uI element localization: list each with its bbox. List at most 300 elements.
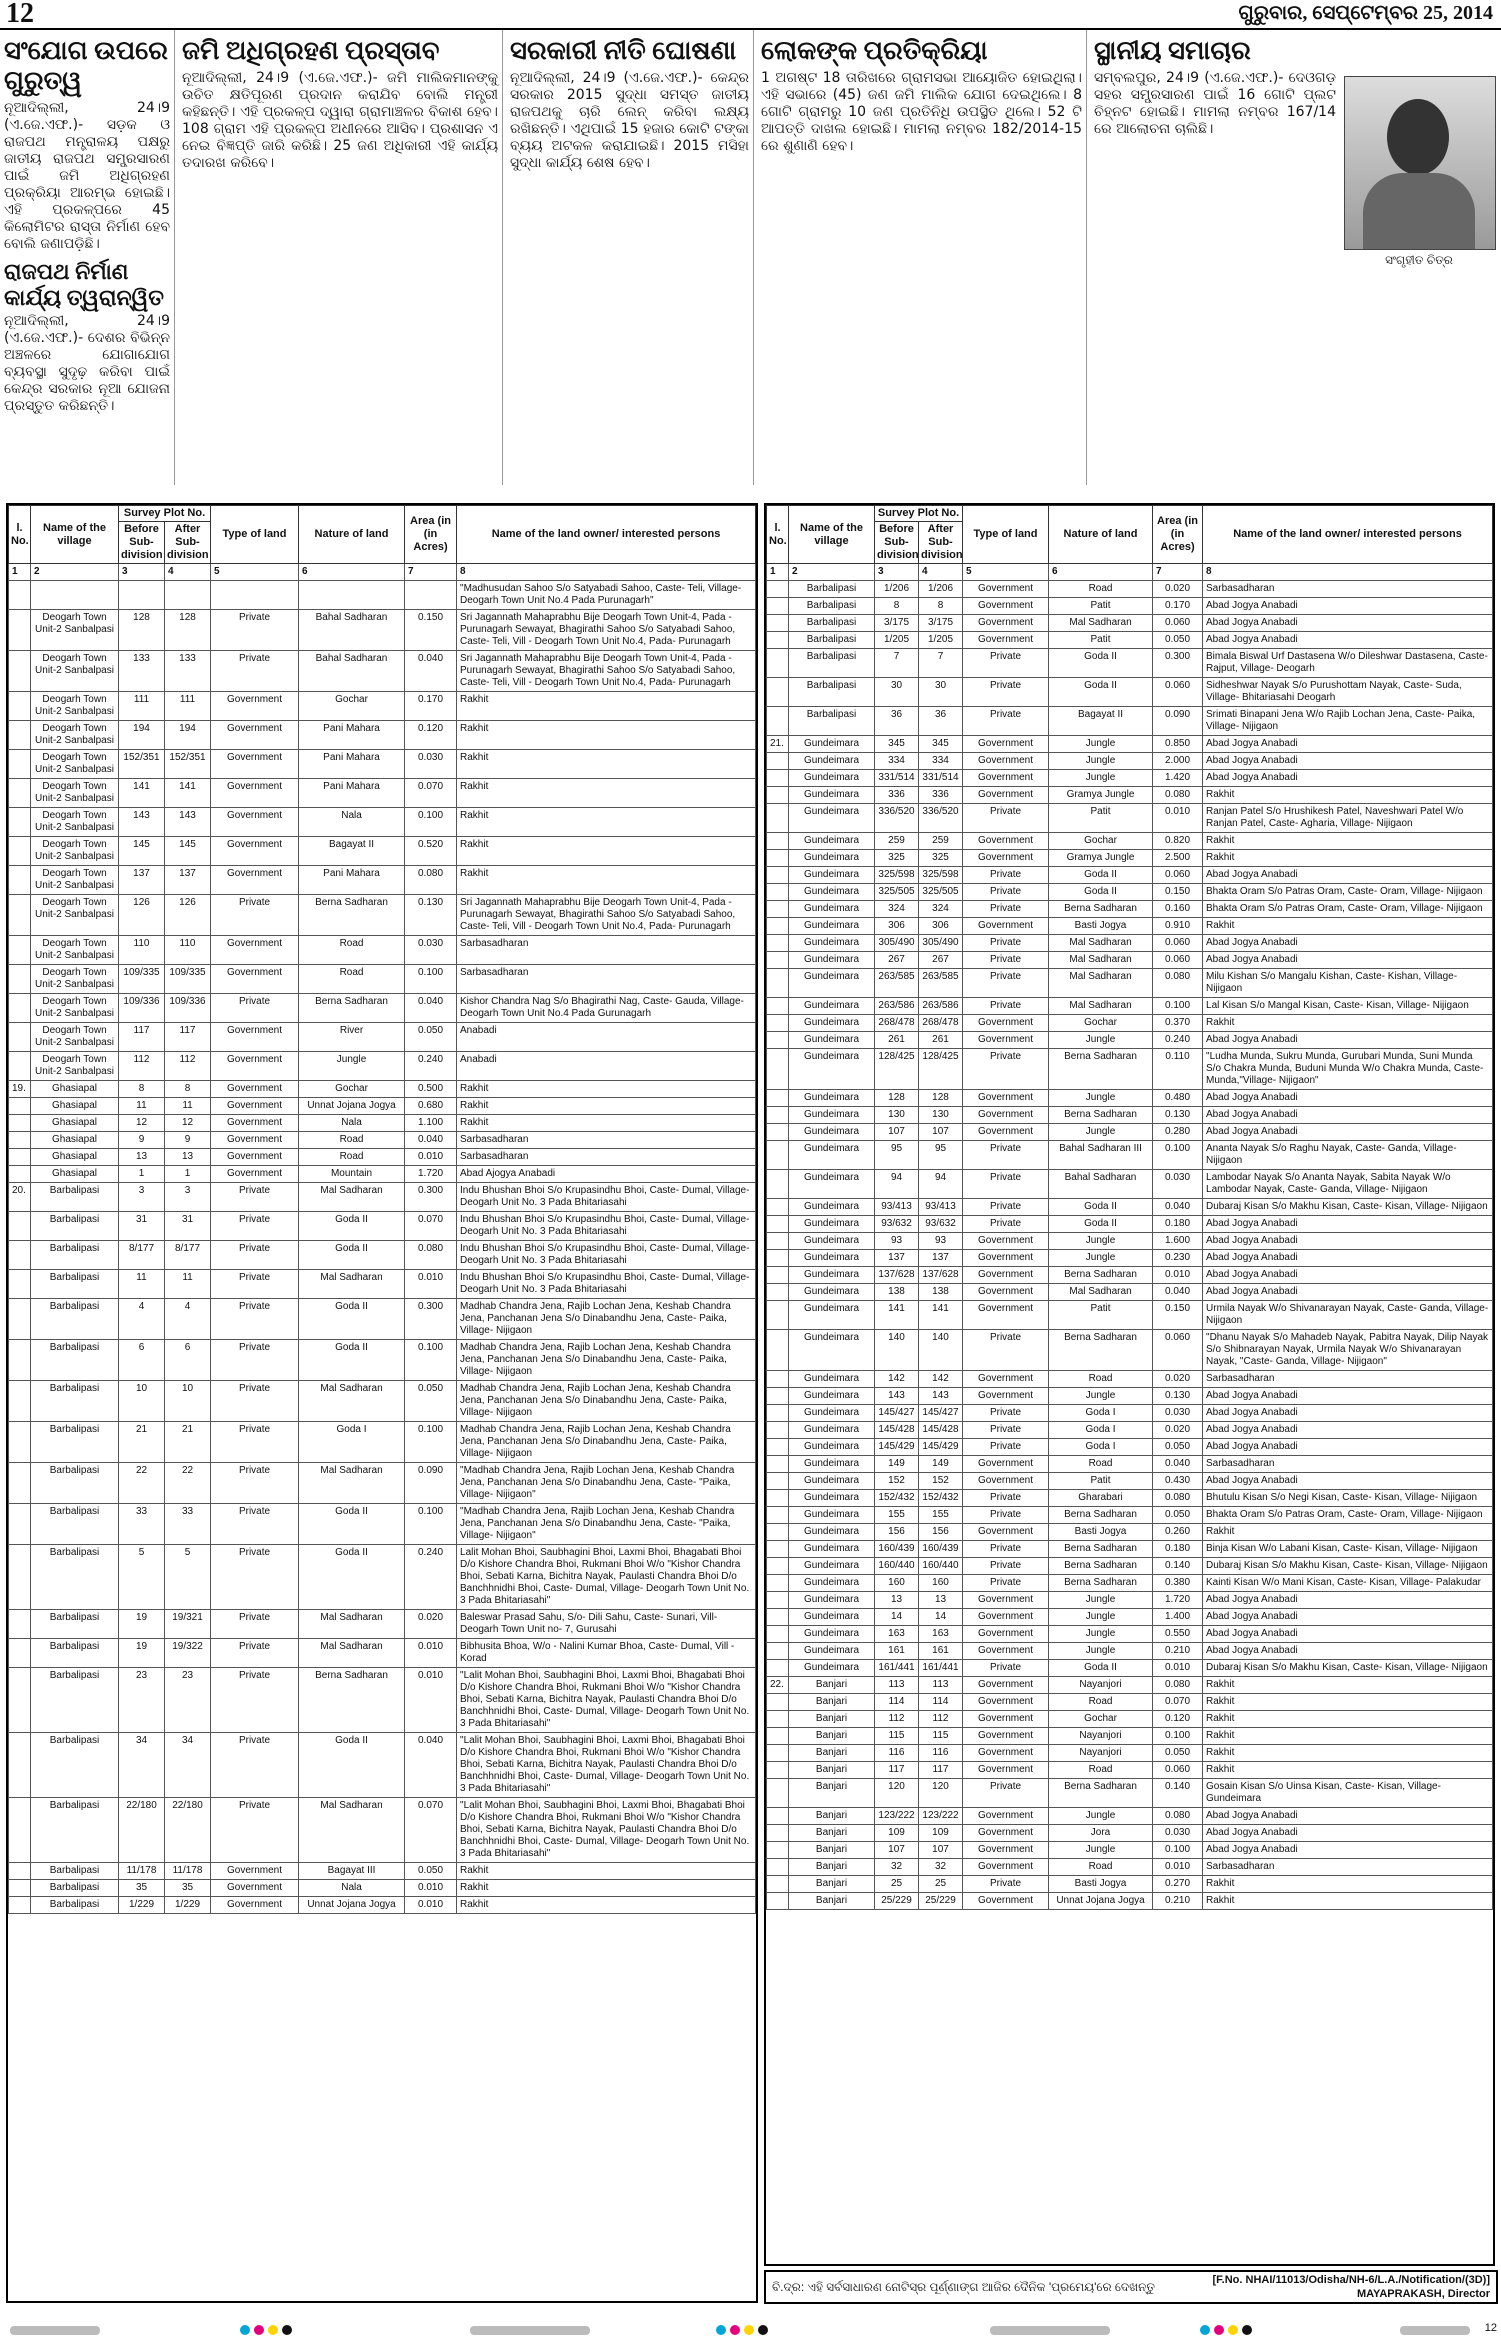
cell-plot-after: 155: [919, 1507, 963, 1524]
cell-sl: [9, 1639, 31, 1668]
cell-area: 0.300: [1153, 649, 1203, 678]
yellow-dot: [1228, 2325, 1238, 2335]
cell-owner: Madhab Chandra Jena, Rajib Lochan Jena, Keshab Chandra Jena, Panchanan Jena S/o Dinabandhu Jena, Caste- Paika, Village- Nijigaon: [457, 1422, 756, 1463]
cell-plot-after: 95: [919, 1141, 963, 1170]
cell-plot-before: 155: [875, 1507, 919, 1524]
cell-sl: [9, 1052, 31, 1081]
cell-type: Private: [963, 1490, 1049, 1507]
cell-area: 0.070: [405, 1798, 457, 1863]
table-row: [9, 1504, 756, 1545]
article-4: [757, 30, 1087, 485]
cell-village: Gundeimara: [789, 1284, 875, 1301]
cell-village: Barbalipasi: [31, 1340, 119, 1381]
cell-type: Private: [963, 998, 1049, 1015]
cell-plot-after: 128/425: [919, 1049, 963, 1090]
cell-village: Deogarh Town Unit-2 Sanbalpasi: [31, 651, 119, 692]
cell-nature: Goda I: [1049, 1439, 1153, 1456]
cell-nature: Goda II: [1049, 867, 1153, 884]
cell-plot-after: 32: [919, 1859, 963, 1876]
cell-nature: Patit: [1049, 1473, 1153, 1490]
cell-plot-after: 22/180: [165, 1798, 211, 1863]
cell-village: Gundeimara: [789, 1592, 875, 1609]
cell-village: Gundeimara: [789, 1090, 875, 1107]
cell-village: Gundeimara: [789, 1643, 875, 1660]
cell-area: 1.720: [1153, 1592, 1203, 1609]
cell-nature: Jungle: [299, 1052, 405, 1081]
cell-plot-before: 3: [119, 1183, 165, 1212]
cell-nature: Gramya Jungle: [1049, 787, 1153, 804]
cell-type: Private: [211, 1422, 299, 1463]
cell-nature: Nayanjori: [1049, 1745, 1153, 1762]
cell-type: Private: [963, 884, 1049, 901]
table-row: [767, 678, 1493, 707]
table-row: [9, 808, 756, 837]
cell-area: 0.550: [1153, 1626, 1203, 1643]
article-body: ନୂଆଦିଲ୍ଲୀ, 24।9 (ଏ.ଜେ.ଏଫ.)- କେନ୍ଦ୍ର ସରକାର 2015 ସୁଦ୍ଧା ସମସ୍ତ ଜାତୀୟ ରାଜପଥକୁ ଚାରି ଲେନ୍ କରିବା ଲକ୍ଷ୍ୟ ରଖିଛନ୍ତି। ଏଥିପାଇଁ 15 ହଜାର କୋଟି ଟଙ୍କା ବ୍ୟୟ ଅଟକଳ କରାଯାଇଛି। 2015 ମସିହା ସୁଦ୍ଧା କାର୍ଯ୍ୟ ଶେଷ ହେବ।: [510, 70, 749, 171]
col-type: Type of land: [211, 506, 299, 564]
cell-plot-after: 140: [919, 1330, 963, 1371]
cell-type: Government: [963, 1015, 1049, 1032]
cell-area: 0.020: [1153, 581, 1203, 598]
article-2: [178, 30, 503, 485]
cell-sl: [767, 804, 789, 833]
cell-nature: Road: [299, 936, 405, 965]
cell-village: Gundeimara: [789, 804, 875, 833]
cell-plot-before: 1/205: [875, 632, 919, 649]
cell-area: 0.050: [405, 1381, 457, 1422]
cell-area: 0.120: [405, 721, 457, 750]
cell-area: 0.020: [1153, 1371, 1203, 1388]
table-row: [9, 1463, 756, 1504]
table-row: [9, 721, 756, 750]
table-row: [767, 1728, 1493, 1745]
cell-owner: Sidheshwar Nayak S/o Purushottam Nayak, Caste- Suda, Village- Bhitariasahi Deogarh: [1203, 678, 1493, 707]
magenta-dot: [1214, 2325, 1224, 2335]
cell-type: Government: [963, 581, 1049, 598]
cell-area: 0.170: [405, 692, 457, 721]
table-row: [9, 1212, 756, 1241]
cell-area: 0.100: [1153, 1141, 1203, 1170]
table-row: [767, 1284, 1493, 1301]
cell-type: Government: [963, 1524, 1049, 1541]
cell-plot-before: 94: [875, 1170, 919, 1199]
cell-plot-before: 13: [119, 1149, 165, 1166]
table-row: [9, 750, 756, 779]
table-row: [767, 850, 1493, 867]
cell-nature: Mal Sadharan: [299, 1798, 405, 1863]
cell-owner: Indu Bhushan Bhoi S/o Krupasindhu Bhoi, Caste- Dumal, Village- Deogarh Unit No. 3 Pada Bhitariasahi: [457, 1183, 756, 1212]
cell-type: Government: [963, 850, 1049, 867]
table-row: [9, 1241, 756, 1270]
cell-owner: Binja Kisan W/o Labani Kisan, Caste- Kisan, Village- Nijigaon: [1203, 1541, 1493, 1558]
cell-sl: [9, 895, 31, 936]
cell-village: Deogarh Town Unit-2 Sanbalpasi: [31, 750, 119, 779]
cell-nature: Road: [299, 965, 405, 994]
cell-type: Private: [963, 952, 1049, 969]
table-row: [767, 1541, 1493, 1558]
cell-plot-after: 115: [919, 1728, 963, 1745]
cell-owner: Sarbasadharan: [457, 965, 756, 994]
table-row: [9, 779, 756, 808]
table-row: [767, 1141, 1493, 1170]
cell-area: 1.600: [1153, 1233, 1203, 1250]
cell-sl: [767, 884, 789, 901]
cell-area: 0.010: [405, 1270, 457, 1299]
cell-owner: Abad Jogya Anabadi: [1203, 935, 1493, 952]
cell-owner: Rakhit: [457, 750, 756, 779]
col-before: Before Sub-division: [875, 522, 919, 564]
cell-area: 0.050: [1153, 1507, 1203, 1524]
cell-area: 0.110: [1153, 1049, 1203, 1090]
cell-plot-after: 93: [919, 1233, 963, 1250]
cell-plot-before: 19: [119, 1610, 165, 1639]
cell-nature: Goda II: [1049, 1199, 1153, 1216]
cell-nature: Gochar: [1049, 1711, 1153, 1728]
cell-village: Gundeimara: [789, 1660, 875, 1677]
footer-note-text: ବି.ଦ୍ର: ଏହି ସର୍ବସାଧାରଣ ନୋଟିସ୍‌ର ପୂର୍ଣ୍ଣାଙ୍ଗ ଆଜିର ଦୈନିକ 'ପ୍ରମେୟ'ରେ ଦେଖନ୍ତୁ: [772, 2280, 1155, 2294]
cell-owner: Rakhit: [1203, 918, 1493, 935]
portrait-photo: [1344, 76, 1496, 250]
cell-sl: [767, 1893, 789, 1910]
cell-village: Barbalipasi: [31, 1639, 119, 1668]
cell-plot-before: 128: [119, 610, 165, 651]
cell-sl: [767, 1301, 789, 1330]
cell-owner: Rakhit: [457, 808, 756, 837]
cell-sl: [767, 1405, 789, 1422]
cell-area: 0.010: [1153, 804, 1203, 833]
cell-village: Gundeimara: [789, 1507, 875, 1524]
cell-sl: [9, 1212, 31, 1241]
cell-village: [31, 581, 119, 610]
cell-area: 0.380: [1153, 1575, 1203, 1592]
cell-sl: [9, 1880, 31, 1897]
cell-plot-after: 13: [165, 1149, 211, 1166]
cell-nature: Nala: [299, 1880, 405, 1897]
cell-type: Private: [963, 1141, 1049, 1170]
cell-type: Government: [963, 1859, 1049, 1876]
article-subtitle: ରାଜପଥ ନିର୍ମାଣ କାର୍ଯ୍ୟ ତ୍ୱରାନ୍ୱିତ: [4, 259, 164, 310]
cell-owner: Madhab Chandra Jena, Rajib Lochan Jena, Keshab Chandra Jena, Panchanan Jena S/o Dinabandhu Jena, Caste- Paika, Village- Nijigaon: [457, 1340, 756, 1381]
cell-owner: Sarbasadharan: [1203, 1371, 1493, 1388]
cell-type: Government: [211, 721, 299, 750]
cell-plot-after: 324: [919, 901, 963, 918]
cell-type: Private: [963, 1199, 1049, 1216]
cell-type: Private: [963, 1439, 1049, 1456]
cell-village: Gundeimara: [789, 1439, 875, 1456]
cell-sl: [767, 1267, 789, 1284]
cell-area: 0.040: [405, 1733, 457, 1798]
table-body: [767, 581, 1493, 1910]
cell-owner: Kainti Kisan W/o Mani Kisan, Caste- Kisan, Village- Palakudar: [1203, 1575, 1493, 1592]
cell-village: Gundeimara: [789, 1541, 875, 1558]
cell-village: Banjari: [789, 1745, 875, 1762]
cell-area: 0.010: [405, 1668, 457, 1733]
table-row: [767, 1745, 1493, 1762]
cell-area: 0.130: [1153, 1107, 1203, 1124]
cell-plot-after: 23: [165, 1668, 211, 1733]
cell-plot-before: 31: [119, 1212, 165, 1241]
cell-owner: Urmila Nayak W/o Shivanarayan Nayak, Caste- Ganda, Village- Nijigaon: [1203, 1301, 1493, 1330]
cell-sl: [767, 1216, 789, 1233]
col-village: Name of the village: [789, 506, 875, 564]
cell-area: 0.130: [405, 895, 457, 936]
cell-plot-after: [165, 581, 211, 610]
photo-torso: [1363, 173, 1475, 249]
cell-plot-before: 109/336: [119, 994, 165, 1023]
cell-area: 0.910: [1153, 918, 1203, 935]
cell-owner: Abad Jogya Anabadi: [1203, 1107, 1493, 1124]
cell-type: Government: [963, 1267, 1049, 1284]
article-title: ସ୍ଥାନୀୟ ସମାଚାର: [1094, 36, 1251, 65]
cell-area: 0.100: [405, 808, 457, 837]
cell-village: Gundeimara: [789, 1473, 875, 1490]
cell-plot-after: 117: [165, 1023, 211, 1052]
cell-type: Private: [963, 1330, 1049, 1371]
table-row: [767, 736, 1493, 753]
cell-area: 0.030: [1153, 1825, 1203, 1842]
magenta-dot: [730, 2325, 740, 2335]
cell-plot-after: 141: [165, 779, 211, 808]
cell-type: Private: [963, 1170, 1049, 1199]
page-number: 12: [6, 0, 34, 29]
cell-nature: Berna Sadharan: [1049, 1558, 1153, 1575]
cell-nature: Bagayat II: [1049, 707, 1153, 736]
cell-plot-after: 25/229: [919, 1893, 963, 1910]
cell-area: 0.300: [405, 1299, 457, 1340]
article-1: [0, 30, 175, 485]
cell-village: Banjari: [789, 1728, 875, 1745]
cell-plot-before: 23: [119, 1668, 165, 1733]
cell-area: 1.100: [405, 1115, 457, 1132]
cell-nature: Goda II: [1049, 1660, 1153, 1677]
cell-plot-before: 145: [119, 837, 165, 866]
cell-nature: Gramya Jungle: [1049, 850, 1153, 867]
cell-area: 0.030: [405, 750, 457, 779]
col-after: After Sub-division: [165, 522, 211, 564]
cell-area: 0.010: [405, 1897, 457, 1914]
cell-sl: [767, 1049, 789, 1090]
cell-plot-after: 305/490: [919, 935, 963, 952]
cell-plot-after: 114: [919, 1694, 963, 1711]
cell-owner: "Madhab Chandra Jena, Rajib Lochan Jena, Keshab Chandra Jena, Panchanan Jena S/o Dinabandhu Jena, Caste- "Paika, Village- Nijigaon": [457, 1463, 756, 1504]
cell-type: Government: [963, 1233, 1049, 1250]
cell-village: Deogarh Town Unit-2 Sanbalpasi: [31, 895, 119, 936]
cell-plot-before: 324: [875, 901, 919, 918]
cell-plot-before: 112: [119, 1052, 165, 1081]
cell-village: Gundeimara: [789, 1015, 875, 1032]
cyan-dot: [240, 2325, 250, 2335]
cell-type: Government: [211, 1880, 299, 1897]
cell-type: Government: [963, 1250, 1049, 1267]
cell-sl: [767, 1330, 789, 1371]
cell-type: Government: [211, 779, 299, 808]
cell-area: 0.500: [405, 1081, 457, 1098]
cell-plot-before: 152: [875, 1473, 919, 1490]
cell-type: Government: [211, 1132, 299, 1149]
cell-plot-after: 14: [919, 1609, 963, 1626]
col-number: 5: [211, 564, 299, 581]
cell-area: 0.100: [405, 1340, 457, 1381]
cell-village: Gundeimara: [789, 1609, 875, 1626]
cell-sl: [9, 808, 31, 837]
col-owner: Name of the land owner/ interested persons: [457, 506, 756, 564]
table-row: [767, 901, 1493, 918]
cell-nature: Goda II: [1049, 884, 1153, 901]
cell-plot-after: 110: [165, 936, 211, 965]
cell-sl: [9, 1241, 31, 1270]
cell-sl: [9, 1863, 31, 1880]
cell-plot-before: 22/180: [119, 1798, 165, 1863]
table-row: [9, 837, 756, 866]
cell-village: Banjari: [789, 1677, 875, 1694]
cell-type: Private: [963, 707, 1049, 736]
cell-plot-after: 145: [165, 837, 211, 866]
cell-village: Deogarh Town Unit-2 Sanbalpasi: [31, 610, 119, 651]
cell-type: Government: [963, 1592, 1049, 1609]
cell-owner: Rakhit: [457, 1897, 756, 1914]
cell-owner: Baleswar Prasad Sahu, S/o- Dili Sahu, Caste- Sunari, Vill- Deogarh Town Unit no- 7, Gurusahi: [457, 1610, 756, 1639]
cell-type: Government: [963, 1762, 1049, 1779]
cell-owner: Abad Jogya Anabadi: [1203, 1216, 1493, 1233]
cell-village: Deogarh Town Unit-2 Sanbalpasi: [31, 994, 119, 1023]
cell-sl: [767, 1170, 789, 1199]
col-number: 5: [963, 564, 1049, 581]
table-row: [767, 770, 1493, 787]
cell-type: Government: [963, 1388, 1049, 1405]
cell-owner: Abad Jogya Anabadi: [1203, 1842, 1493, 1859]
cell-type: Government: [211, 1115, 299, 1132]
cell-sl: [767, 1745, 789, 1762]
table-row: [9, 1149, 756, 1166]
cell-area: 0.100: [405, 965, 457, 994]
cell-sl: [767, 1808, 789, 1825]
cell-type: Government: [963, 1456, 1049, 1473]
table-row: [767, 1388, 1493, 1405]
cell-owner: Abad Jogya Anabadi: [1203, 1473, 1493, 1490]
cell-plot-before: 331/514: [875, 770, 919, 787]
cell-nature: Goda II: [299, 1212, 405, 1241]
table-row: [9, 1381, 756, 1422]
cell-plot-after: 12: [165, 1115, 211, 1132]
col-area: Area (in (in Acres): [1153, 506, 1203, 564]
cell-village: Barbalipasi: [31, 1610, 119, 1639]
cell-owner: Abad Jogya Anabadi: [1203, 1388, 1493, 1405]
cell-plot-after: 120: [919, 1779, 963, 1808]
cell-plot-before: 161/441: [875, 1660, 919, 1677]
cell-plot-after: 11/178: [165, 1863, 211, 1880]
cell-type: Government: [211, 692, 299, 721]
cell-plot-after: 137/628: [919, 1267, 963, 1284]
cell-sl: [767, 867, 789, 884]
cell-owner: Abad Jogya Anabadi: [1203, 1626, 1493, 1643]
cell-sl: [767, 770, 789, 787]
cell-plot-before: 110: [119, 936, 165, 965]
cell-area: 0.050: [1153, 1745, 1203, 1762]
table-row: [767, 1592, 1493, 1609]
cell-plot-before: 137: [875, 1250, 919, 1267]
table-row: [767, 598, 1493, 615]
cell-type: Private: [211, 1299, 299, 1340]
cell-owner: "Dhanu Nayak S/o Mahadeb Nayak, Pabitra Nayak, Dilip Nayak S/o Shibnarayan Nayak, Urmila Nayak W/o Shivanarayan Nayak, "Caste- Ganda, Village- Nijigaon": [1203, 1330, 1493, 1371]
cell-type: Government: [963, 1473, 1049, 1490]
cell-plot-after: 325/505: [919, 884, 963, 901]
table-row: [767, 1677, 1493, 1694]
cell-owner: Abad Jogya Anabadi: [1203, 1267, 1493, 1284]
cell-plot-before: 93: [875, 1233, 919, 1250]
cell-plot-before: 9: [119, 1132, 165, 1149]
cell-plot-after: 345: [919, 736, 963, 753]
cell-plot-after: 137: [919, 1250, 963, 1267]
cell-plot-before: 116: [875, 1745, 919, 1762]
cell-nature: Basti Jogya: [1049, 1524, 1153, 1541]
cell-plot-after: 35: [165, 1880, 211, 1897]
table-row: [767, 935, 1493, 952]
cell-plot-after: 1/229: [165, 1897, 211, 1914]
table-row: [9, 1183, 756, 1212]
cell-plot-after: 1/205: [919, 632, 963, 649]
cell-owner: Abad Jogya Anabadi: [1203, 1090, 1493, 1107]
table-row: [767, 1643, 1493, 1660]
col-number: 1: [767, 564, 789, 581]
cell-plot-before: 133: [119, 651, 165, 692]
cell-nature: Jungle: [1049, 1842, 1153, 1859]
cell-plot-before: 35: [119, 1880, 165, 1897]
cell-sl: [9, 1897, 31, 1914]
cell-village: Banjari: [789, 1694, 875, 1711]
cell-sl: [9, 1733, 31, 1798]
cell-type: Government: [211, 866, 299, 895]
cell-area: 0.050: [405, 1023, 457, 1052]
cell-sl: [9, 837, 31, 866]
cell-owner: Rakhit: [457, 1081, 756, 1098]
cell-owner: Abad Jogya Anabadi: [1203, 615, 1493, 632]
cell-owner: Abad Jogya Anabadi: [1203, 1284, 1493, 1301]
cell-owner: Rakhit: [1203, 833, 1493, 850]
cell-sl: [767, 1842, 789, 1859]
cell-owner: Abad Ajogya Anabadi: [457, 1166, 756, 1183]
cell-village: Gundeimara: [789, 1330, 875, 1371]
cell-type: Private: [963, 1422, 1049, 1439]
table-row: [767, 804, 1493, 833]
cell-nature: Mal Sadharan: [1049, 952, 1153, 969]
cell-owner: Sarbasadharan: [457, 1132, 756, 1149]
cell-owner: Abad Jogya Anabadi: [1203, 1808, 1493, 1825]
cell-sl: [767, 1859, 789, 1876]
cell-village: Gundeimara: [789, 1032, 875, 1049]
table-row: [767, 1371, 1493, 1388]
cell-village: Gundeimara: [789, 787, 875, 804]
cell-area: 0.100: [1153, 998, 1203, 1015]
cell-owner: Bibhusita Bhoa, W/o - Nalini Kumar Bhoa, Caste- Dumal, Vill - Korad: [457, 1639, 756, 1668]
cell-plot-before: 7: [875, 649, 919, 678]
cell-nature: Berna Sadharan: [1049, 1267, 1153, 1284]
cell-sl: [767, 1490, 789, 1507]
cell-area: 0.150: [1153, 1301, 1203, 1330]
cell-village: Ghasiapal: [31, 1081, 119, 1098]
cell-owner: Sri Jagannath Mahaprabhu Bije Deogarh Town Unit-4, Pada - Purunagarh Sewayat, Bhagirathi Sahoo S/o Satyabadi Sahoo, Caste- Teli, Vill - Deogarh Town Unit No.4, Pada- Purunagarh: [457, 610, 756, 651]
cell-plot-before: 109/335: [119, 965, 165, 994]
cell-area: 0.160: [1153, 901, 1203, 918]
cell-sl: [767, 1643, 789, 1660]
cell-plot-after: 141: [919, 1301, 963, 1330]
cell-owner: "Madhab Chandra Jena, Rajib Lochan Jena, Keshab Chandra Jena, Panchanan Jena S/o Dinabandhu Jena, Caste- "Paika, Village- Nijigaon": [457, 1504, 756, 1545]
cell-owner: Abad Jogya Anabadi: [1203, 1250, 1493, 1267]
cell-sl: [767, 1473, 789, 1490]
cell-area: 0.010: [1153, 1859, 1203, 1876]
news-section: [0, 30, 1501, 490]
cell-plot-after: 145/429: [919, 1439, 963, 1456]
cell-nature: Jungle: [1049, 1090, 1153, 1107]
